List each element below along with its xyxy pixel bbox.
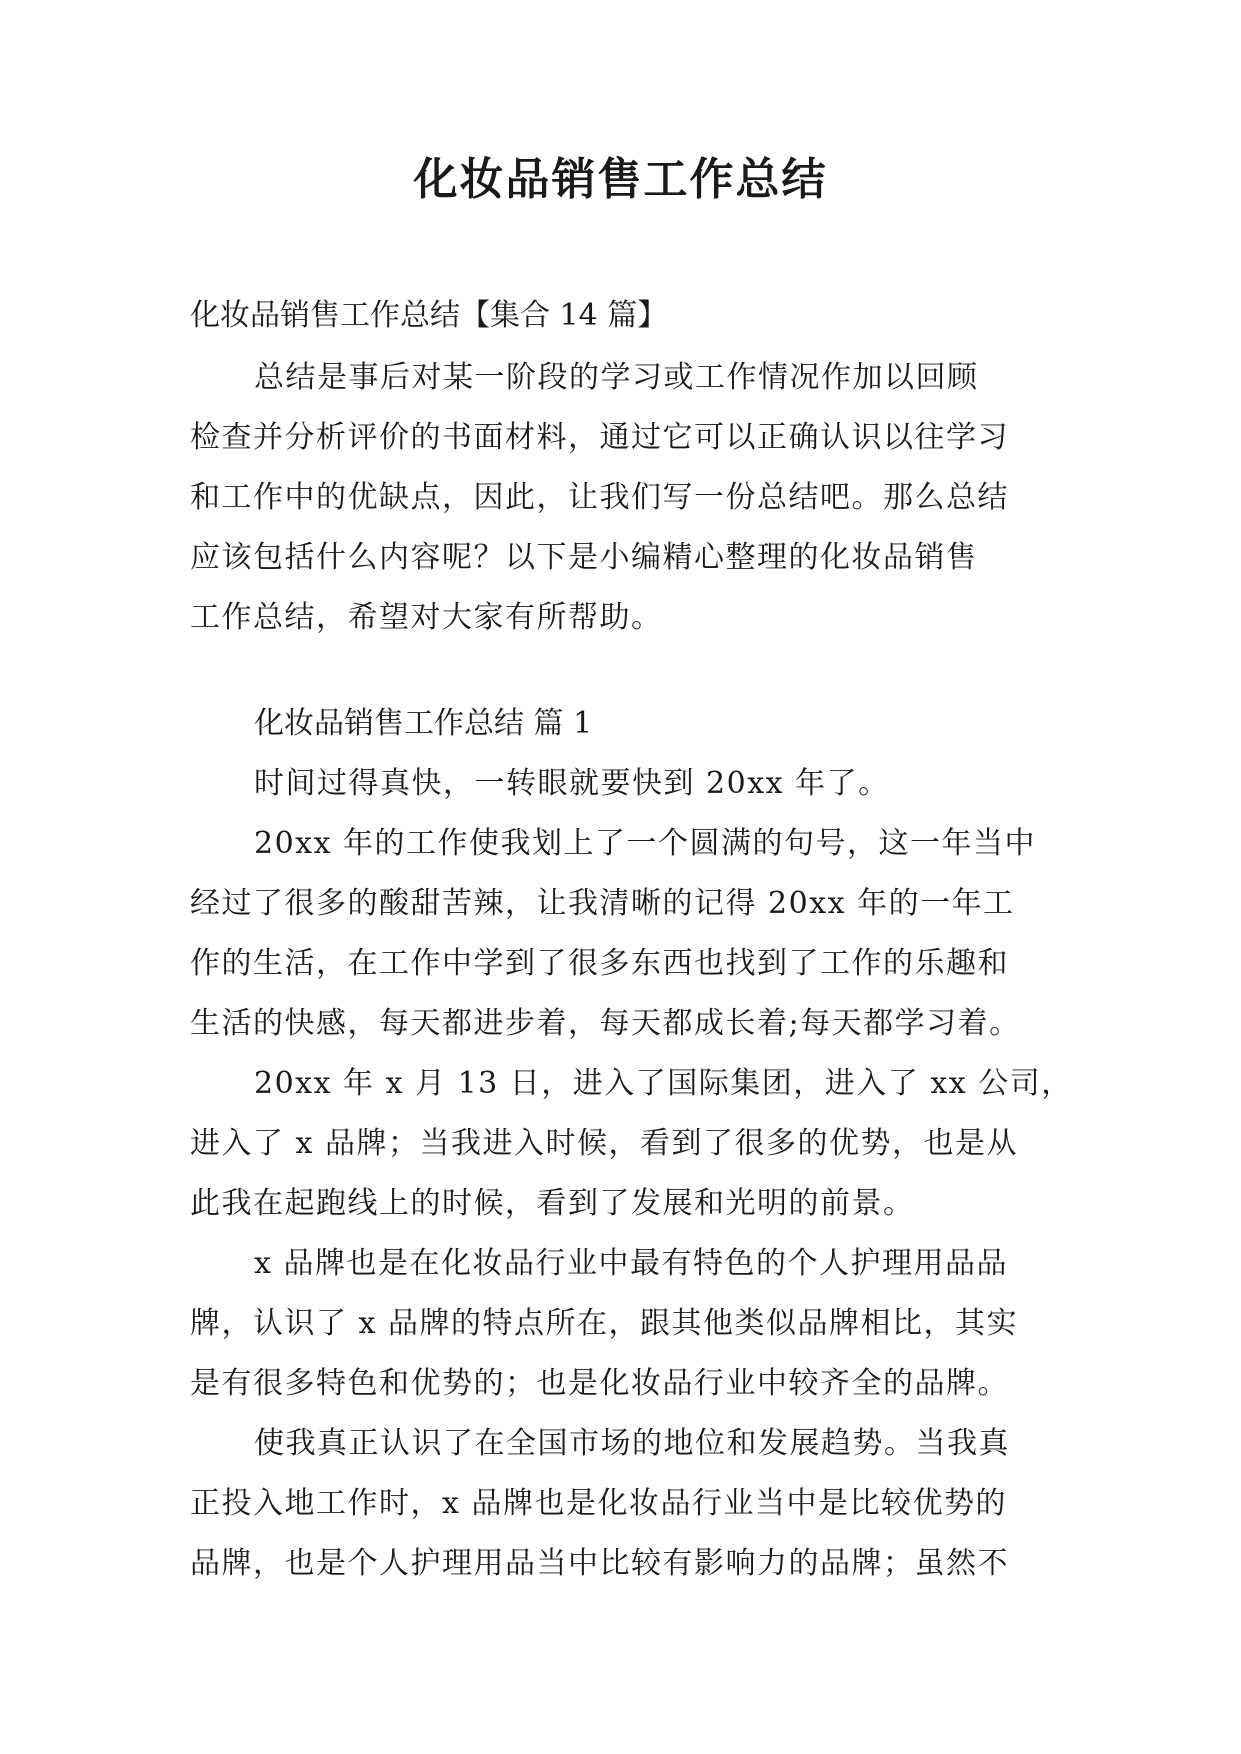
paragraph-line: 时间过得真快，一转眼就要快到 20xx 年了。 <box>254 766 890 801</box>
paragraph-4 <box>190 1234 1060 1414</box>
intro-paragraph <box>190 348 1060 648</box>
paragraph-line: 牌，认识了 x 品牌的特点所在，跟其他类似品牌相比，其实 <box>190 1306 1018 1341</box>
paragraph-5 <box>190 1414 1060 1594</box>
paragraph-line: 作的生活，在工作中学到了很多东西也找到了工作的乐趣和 <box>190 946 1009 981</box>
document-subtitle: 化妆品销售工作总结【集合 14 篇】 <box>190 298 668 333</box>
paragraph-line: 经过了很多的酸甜苦辣，让我清晰的记得 20xx 年的一年工 <box>190 886 1015 921</box>
paragraph-line: 20xx 年 x 月 13 日，进入了国际集团，进入了 xx 公司， <box>254 1066 1073 1101</box>
paragraph-line: 20xx 年的工作使我划上了一个圆满的句号，这一年当中 <box>254 826 1037 861</box>
paragraph-line: 使我真正认识了在全国市场的地位和发展趋势。当我真 <box>254 1426 1010 1461</box>
paragraph-line: 是有很多特色和优势的；也是化妆品行业中较齐全的品牌。 <box>190 1366 1009 1401</box>
paragraph-3 <box>190 1054 1073 1234</box>
paragraph-1 <box>190 754 1060 814</box>
paragraph-line: x 品牌也是在化妆品行业中最有特色的个人护理用品品 <box>254 1246 1008 1281</box>
paragraph-line: 正投入地工作时，x 品牌也是化妆品行业当中是比较优势的 <box>190 1486 1007 1521</box>
paragraph-2 <box>190 814 1060 1054</box>
document-title: 化妆品销售工作总结 <box>413 154 828 205</box>
section-heading: 化妆品销售工作总结 篇 1 <box>254 706 593 741</box>
paragraph-line: 品牌，也是个人护理用品当中比较有影响力的品牌；虽然不 <box>190 1546 1009 1581</box>
intro-line: 总结是事后对某一阶段的学习或工作情况作加以回顾 <box>254 360 979 395</box>
intro-line: 检查并分析评价的书面材料，通过它可以正确认识以往学习 <box>190 420 1009 455</box>
paragraph-line: 此我在起跑线上的时候，看到了发展和光明的前景。 <box>190 1186 915 1221</box>
paragraph-line: 进入了 x 品牌；当我进入时候，看到了很多的优势，也是从 <box>190 1126 1018 1161</box>
section-1 <box>190 694 1073 1594</box>
intro-line: 应该包括什么内容呢？以下是小编精心整理的化妆品销售 <box>190 540 978 575</box>
paragraph-line: 生活的快感，每天都进步着，每天都成长着;每天都学习着。 <box>190 1006 1021 1041</box>
intro-line: 工作总结，希望对大家有所帮助。 <box>190 600 663 635</box>
intro-line: 和工作中的优缺点，因此，让我们写一份总结吧。那么总结 <box>190 480 1009 515</box>
